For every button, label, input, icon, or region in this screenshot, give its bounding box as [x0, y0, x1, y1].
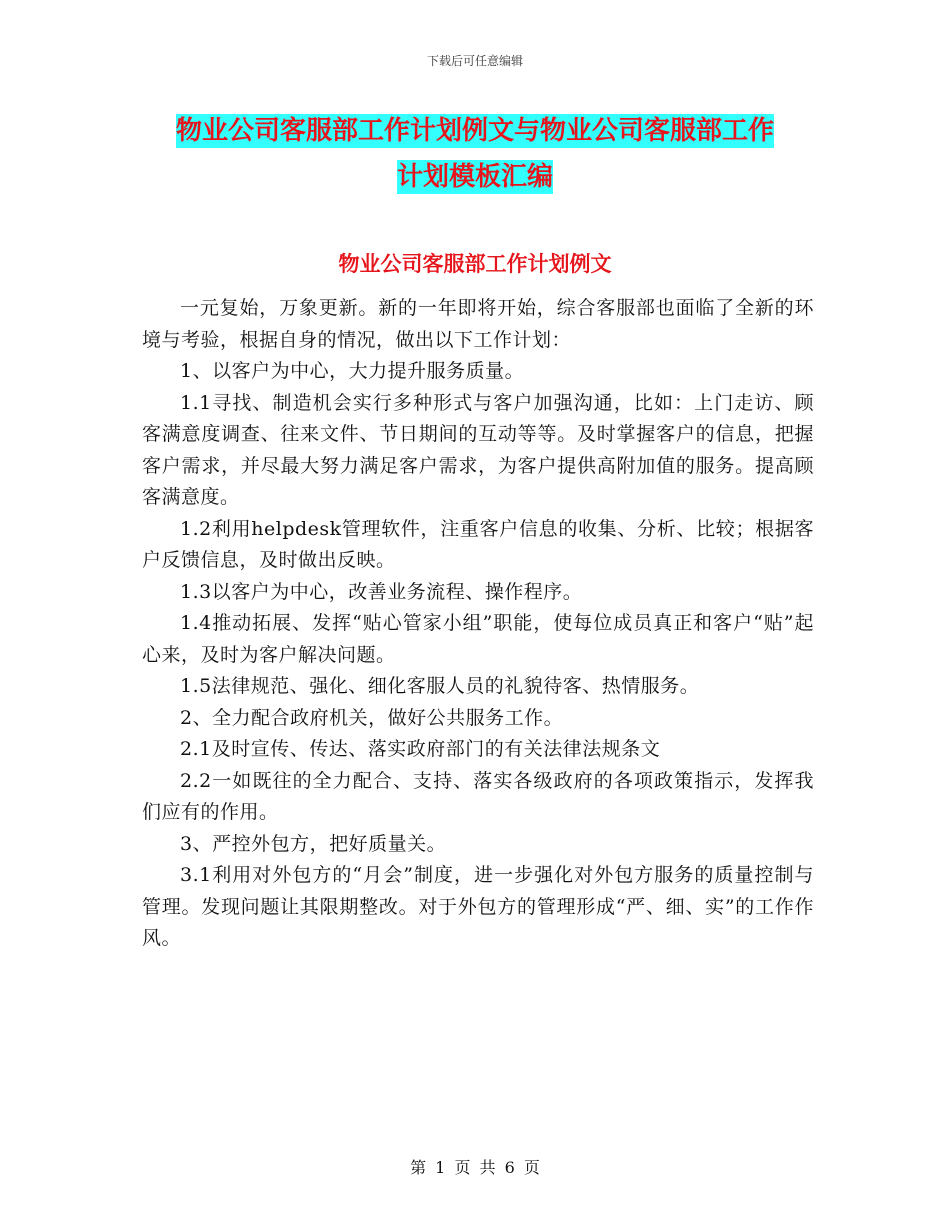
document-title-line-2: 计划模板汇编: [396, 162, 553, 192]
paragraph: 3、严控外包方，把好质量关。: [180, 832, 447, 855]
document-title: [0, 108, 950, 200]
paragraph: 1.5法律规范、强化、细化客服人员的礼貌待客、热情服务。: [180, 675, 700, 697]
paragraph: 1、以客户为中心，大力提升服务质量。: [180, 360, 525, 382]
paragraph: 3.1利用对外包方的“月会”制度，进一步强化对外包方服务的质量控制与管理。发现问题让其限期整改。对于外包方的管理形成“严、细、实”的工作作风。: [142, 864, 814, 949]
paragraph: 1.4推动拓展、发挥“贴心管家小组”职能，使每位成员真正和客户“贴”起心来，及时为客户解决问题。: [142, 612, 814, 666]
page-footer: 第 1 页 共 6 页: [410, 1158, 540, 1177]
header-note: 下载后可任意编辑: [426, 54, 523, 68]
paragraph: 2、全力配合政府机关，做好公共服务工作。: [180, 706, 564, 729]
document-title-line-1: 物业公司客服部工作计划例文与物业公司客服部工作: [175, 116, 774, 146]
section-title: 物业公司客服部工作计划例文: [338, 252, 612, 276]
paragraph: 1.3以客户为中心，改善业务流程、操作程序。: [180, 580, 583, 603]
paragraph: 1.2利用helpdesk管理软件，注重客户信息的收集、分析、比较；根据客户反馈信息，及时做出反映。: [142, 517, 814, 571]
paragraph: 1.1寻找、制造机会实行多种形式与客户加强沟通，比如：上门走访、顾客满意度调查、往来文件、节日期间的互动等等。及时掌握客户的信息，把握客户需求，并尽最大努力满足客户需求，为客户提供高附加值的服务。提高顾客满意度。: [142, 391, 814, 508]
paragraph: 2.2一如既往的全力配合、支持、落实各级政府的各项政策指示，发挥我们应有的作用。: [142, 769, 814, 823]
document-body: [142, 293, 814, 955]
paragraph: 一元复始，万象更新。新的一年即将开始，综合客服部也面临了全新的环境与考验，根据自身的情况，做出以下工作计划：: [142, 297, 814, 351]
paragraph: 2.1及时宣传、传达、落实政府部门的有关法律法规条文: [180, 738, 661, 760]
